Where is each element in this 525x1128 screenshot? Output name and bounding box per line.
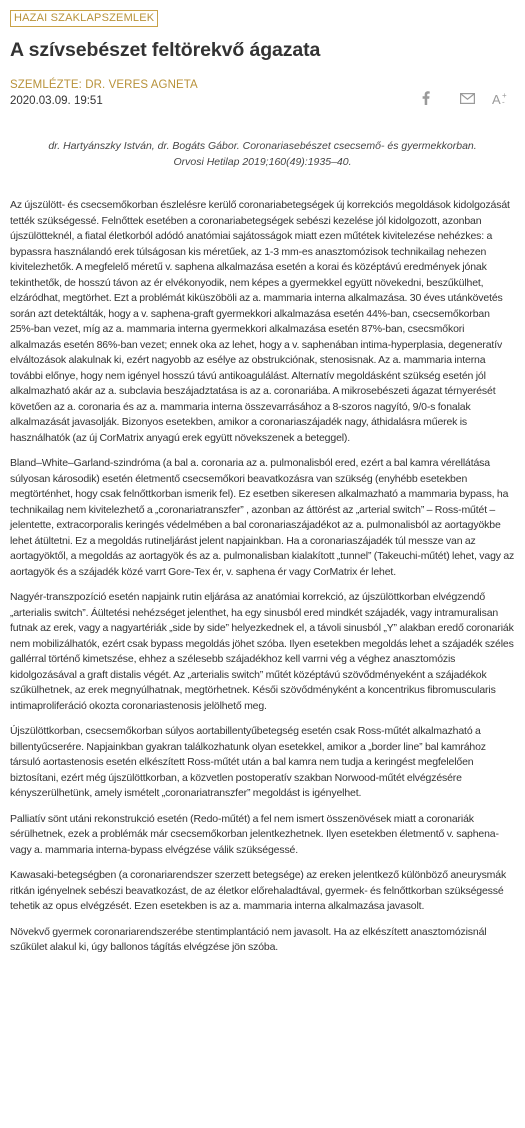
facebook-share-button[interactable] [419,90,433,106]
article-paragraph: Újszülöttkorban, csecsemőkorban súlyos aortabillentyűbetegség esetén csak Ross-műtét alkalmazható a billentyűcserére. Napjainkban gyakran találkozhatunk olyan esetekkel, amikor a „border line” bal kamrához társuló aortastenosis esetén elkészített Ross-műtét után a bal kamra nem tudja a keringést megfelelően biztosítani, ezért még újszülöttkorban, a közvetlen postoperatív szakban Norwood-műtét elvégzésére kényszerülhetünk, amely ismételt „coronariatranszfer” megoldást is igényelhet. [10,725,486,799]
text-size-icon [492,92,508,105]
article-paragraph: Növekvő gyermek coronariarendszerébe stentimplantáció nem javasolt. Ha az elkészített anasztomózisnál szűkület alakul ki, úgy ballonos tágítás elvégzése jön szóba. [10,925,487,953]
article-paragraph: Kawasaki-betegségben (a coronariarendszer szerzett betegsége) az ereken jelentkező különböző aneurysmák ritkán igényelnek sebészi beavatkozást, de az életkor előrehaladtával, gyermek- és felnőttkorban szükségessé tehetik az opus elvégzését. Ezen esetekben is az a. mammaria interna alkalmazása javasolt. [10,869,507,912]
mail-icon [460,93,475,104]
facebook-icon [422,91,430,105]
article-paragraph: Bland–White–Garland-szindróma (a bal a. coronaria az a. pulmonalisból ered, ezért a bal kamra vérellátása súlyosan károsodik) esetén életmentő csecsemőkori beavatkozásra van szükség (enyhébb esetekben megtörténhet, hogy csak felnőttkorban ismerik fel). Ez esetben sikeresen alkalmazható a mammaria bypass, ha technikailag nem kivitelezhető a „coronariatranszfer” , azonban az áttörést az „arterial switch” – Ross-műtét – jelentette, extracorporalis keringés védelmében a bal coronariaszájadékot az a. pulmonalisból az aortagyökbe lehet átültetni. Ez a megoldás rutineljárást jelent napjainkban. Ha a coronariaszájadék túl messze van az aortagyöktől, a megoldás az aortagyök és az a. pulmonalisban kialakított „tunnel” (Takeuchi-műtét) lehet, vagy az aortagyök és a szájadék közé varrt Gore-Tex ér, v. saphena ér vagy CorMatrix ér lehet. [10,457,515,578]
text-size-button[interactable] [492,90,508,106]
svg-text:A: A [492,91,501,105]
article-paragraph: Nagyér-transzpozíció esetén napjaink rutin eljárása az anatómiai korrekció, az újszülöttkorban elvégzendő „arterialis switch”. Áültetési nehézséget jelenthet, ha egy sinusból ered mindkét szájadék, vagy intramuralisan futnak az erek, vagy a nagyartériák „side by side” helyezkednek el, a távoli sinusból „Y” alakban eredő coronariák nem mobilizálhatók, ezért csak bypass megoldás jöhet szóba. Ilyen esetekben megoldás lehet a szájadék széles gallérral történő kimetszése, ehhez a szélesebb szájadékhoz kell varrni vég a véghez anasztomózis kidolgozásával a graft distalis végét. Az „arterialis switch” műtét középtávú szövődményeként a szájadékok szűkülhetnek, az erek megnyúlhatnak, megtörhetnek. Késői szövődményként a koncentrikus fibromuscularis intimaproliferáció okozta coronariastenosis jelölhető meg. [10,591,514,712]
category-badge[interactable]: HAZAI SZAKLAPSZEMLEK [10,10,158,27]
svg-text:-: - [502,97,505,105]
svg-text:+: + [502,91,507,100]
email-share-button[interactable] [459,90,475,106]
article-body [10,198,515,966]
citation-line-1: dr. Hartyánszky István, dr. Bogáts Gábor. Coronariasebészet csecsemő- és gyermekkorban. [48,140,477,152]
article-paragraph: Palliatív sönt utáni rekonstrukció esetén (Redo-műtét) a fel nem ismert összenövések miatt a coronariák sérülhetnek, ezek a problémák már csecsemőkorban jelentkezhetnek. Ilyen esetekben életmentő v. saphena- vagy a. mammaria interna-bypass elvégzése válik szükségessé. [10,812,499,856]
citation-line-2: Orvosi Hetilap 2019;160(49):1935–40. [173,155,352,168]
publish-datetime: 2020.03.09. 19:51 [10,95,103,107]
article-paragraph: Az újszülött- és csecsemőkorban észlelésre kerülő coronariabetegségek új korrekciós megoldások kidolgozását tették szükségessé. Felnőttek esetében a coronariabetegségek sebészi kezelése jól kidolgozott, azonban újszülötteknél, a fiatal életkorból adódó anatómiai sajátosságok miatt ezen műtétek kivitelezése nehézkes: a bypassra használandó erek túlságosan kis méretűek, az 1-3 mm-es anasztomózisok technikailag nehezen kivitelezhetők. A megfelelő méretű v. saphena alkalmazása esetén a korai és középtávú eredmények jónak tekinthetők, de hosszú távon az ér elvékonyodik, nem képes a gyermekkel együtt növekedni, beszűkülhet, elzáródhat, megtörhet. Ezt a problémát kiküszöböli az a. mammaria interna alkalmazása. 30 éves utánkövetés során azt detektálták, hogy a v. saphena-graft gyermekkori alkalmazása esetén 44%-ban, csecsemőkorban 25%-ban vezet, míg az a. mammaria interna gyermekkori alkalmazása esetén 87%-ban, csecsmőkori alkalmazás esetén 86%-ban vezet; ennek oka az lehet, hogy a v. saphenában intima-hyperplasia, degeneratív elváltozások alakulnak ki, ezért nagyobb az esélye az obstrukciónak, stenosisnak. Az a. mammaria interna további előnye, hogy nem igényel hosszú távú antikoagulálást. Alternatív megoldásként szükség esetén jól alkalmazható akár az a. subclavia beszájadztatása is az a. coronariába. A mikrosebészeti ágazat térnyerését követően az a. coronaria és az a. mammaria interna összevarrásához a 8-szoros nagyító, 9/0-s fonalak alkalmazását javasolják. Bizonyos esetekben, amikor a coronariaszájadék nagy, áthidalásra műerek is használhatók (az új CorMatrix anyagú erek együtt növekszenek a beteggel). [10,199,510,444]
citation [10,139,515,170]
article-title: A szívsebészet feltörekvő ágazata [10,39,321,61]
reviewer-line: SZEMLÉZTE: DR. VERES AGNETA [10,79,198,91]
